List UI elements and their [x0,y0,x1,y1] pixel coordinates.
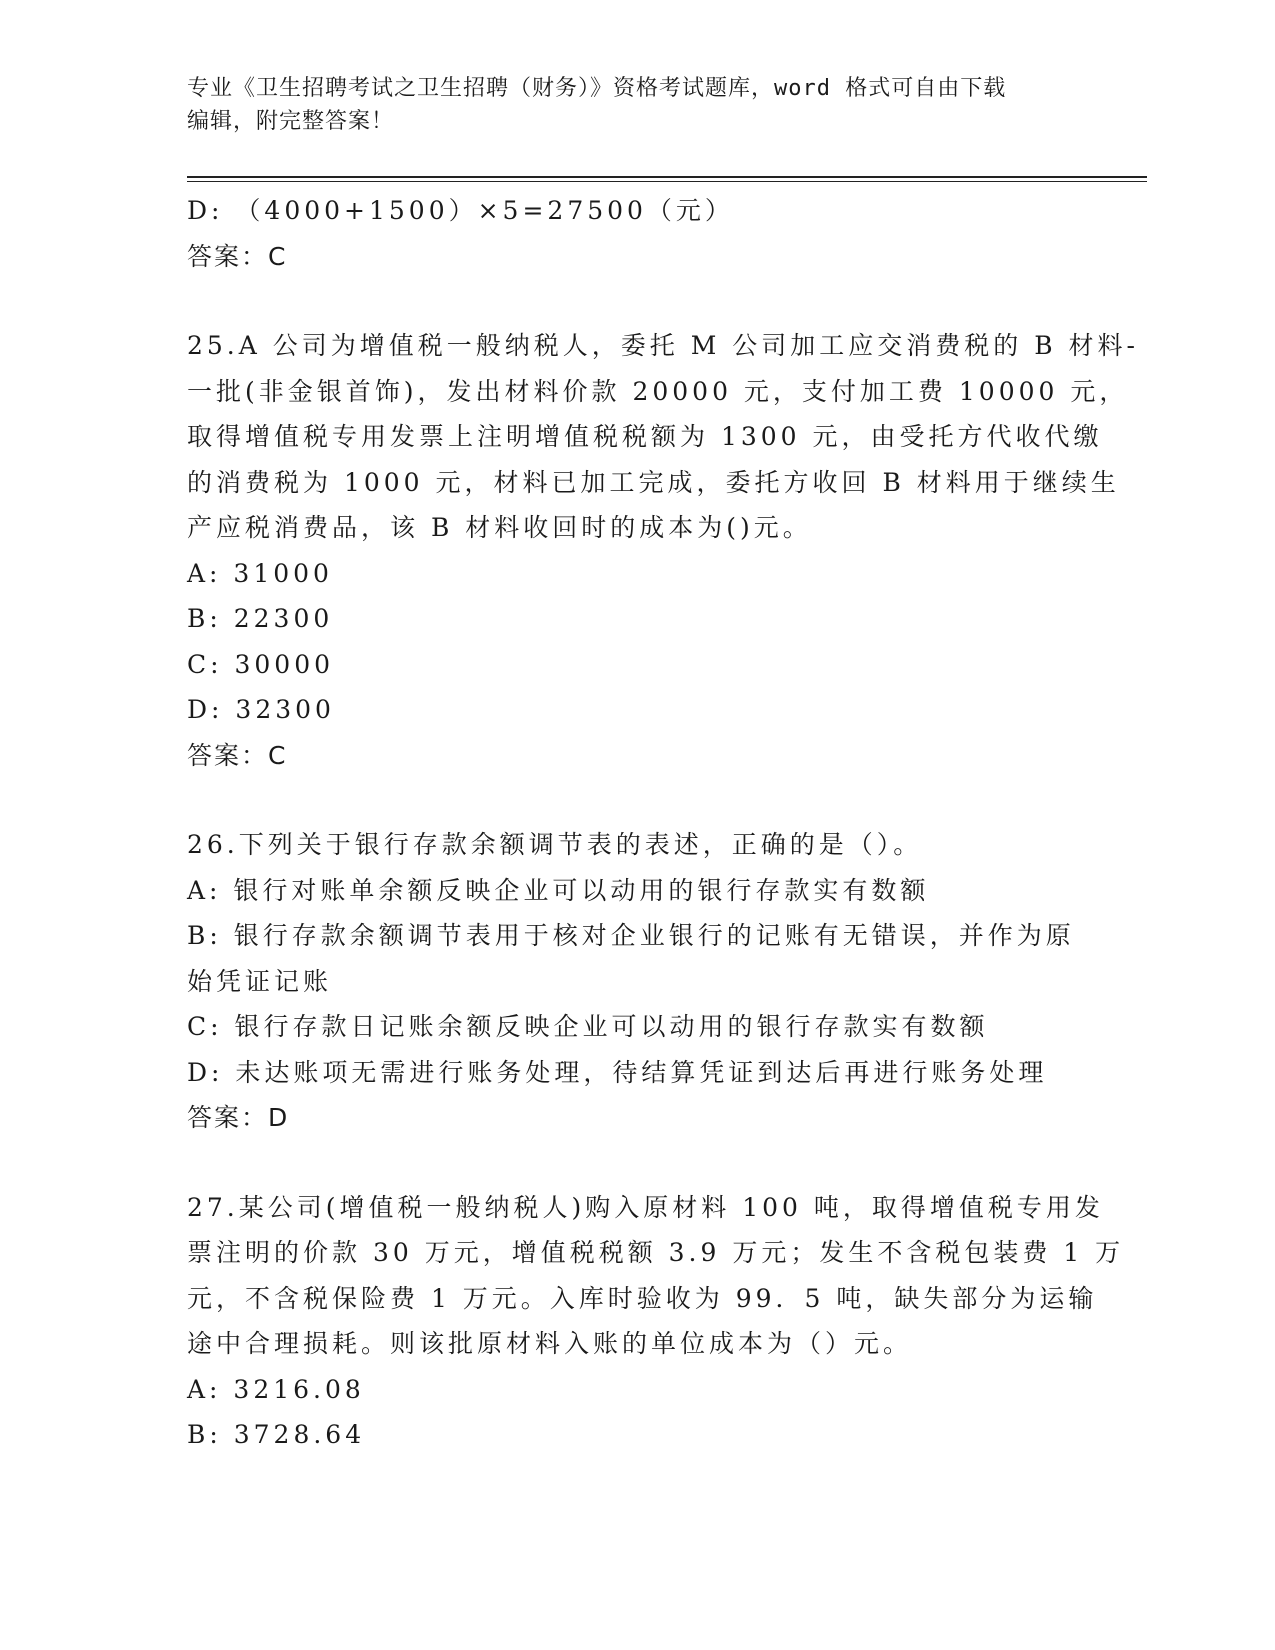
option-d: D: 未达账项无需进行账务处理，待结算凭证到达后再进行账务处理 [187,1057,1048,1087]
question-stem-line: 票注明的价款 30 万元，增值税税额 3.9 万元；发生不含税包装费 1 万 [187,1238,1125,1267]
option-c: C: 银行存款日记账余额反映企业可以动用的银行存款实有数额 [187,1012,989,1041]
header-line-2: 编辑，附完整答案！ [187,109,395,134]
prev-question-tail [187,188,1087,279]
option-b-line-2: 始凭证记账 [187,966,333,996]
page-header [187,72,1087,138]
option-b: B: 3728.64 [187,1420,366,1449]
answer-line: 答案：C [187,241,288,271]
question-stem-line: 产应税消费品，该 B 材料收回时的成本为()元。 [187,513,812,542]
question-stem-line: 的消费税为 1000 元，材料已加工完成，委托方收回 B 材料用于继续生 [187,467,1120,497]
option-a: A: 银行对账单余额反映企业可以动用的银行存款实有数额 [187,875,930,905]
option-c: C: 30000 [187,649,335,679]
option-a: A: 31000 [187,558,333,588]
question-stem-line: 26.下列关于银行存款余额调节表的表述，正确的是（）。 [187,830,923,859]
option-b: B: 22300 [187,604,334,633]
option-a: A: 3216.08 [187,1374,365,1404]
document-body [187,188,1139,1458]
option-d: D: （4000+1500）×5=27500（元） [187,196,734,225]
question-26 [187,822,1087,1141]
header-line-1: 专业《卫生招聘考试之卫生招聘（财务）》资格考试题库，word 格式可自由下载 [187,76,1007,101]
answer-line: 答案：D [187,1103,290,1132]
question-27 [187,1185,1125,1458]
question-stem-line: 取得增值税专用发票上注明增值税税额为 1300 元，由受托方代收代缴 [187,422,1103,451]
header-divider-thick [187,176,1147,178]
spacer [187,279,1087,323]
spacer [187,1141,1087,1185]
option-d: D: 32300 [187,695,335,724]
question-stem-line: 元，不含税保险费 1 万元。入库时验收为 99．5 吨，缺失部分为运输 [187,1283,1098,1313]
question-stem-line: 一批(非金银首饰)，发出材料价款 20000 元，支付加工费 10000 元， [187,376,1129,406]
header-divider-thin [187,181,1147,182]
question-25 [187,323,1139,778]
option-b-line-1: B: 银行存款余额调节表用于核对企业银行的记账有无错误，并作为原 [187,921,1075,950]
question-stem-line: 27.某公司(增值税一般纳税人)购入原材料 100 吨，取得增值税专用发 [187,1192,1104,1222]
answer-line: 答案：C [187,740,288,770]
question-stem-line: 25.A 公司为增值税一般纳税人，委托 M 公司加工应交消费税的 B 材料- [187,331,1139,360]
spacer [187,778,1087,822]
question-stem-line: 途中合理损耗。则该批原材料入账的单位成本为（）元。 [187,1329,913,1358]
